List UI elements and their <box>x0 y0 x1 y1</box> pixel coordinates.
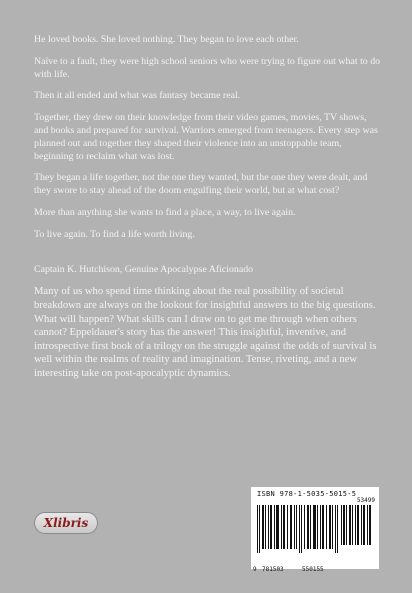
barcode-lead-digit: 9 <box>253 566 257 573</box>
blurb-line-2: Naïve to a fault, they were high school seniors who were trying to figure out what to do with life. <box>34 55 381 80</box>
back-cover-text <box>34 34 382 381</box>
blurb-line-5: They began a life together, not the one they wanted, but the one they were dealt, and they swore to stay ahead of the doom engulfing their world, but at what cost? <box>34 172 368 197</box>
publisher-logo <box>34 512 98 534</box>
publisher-logo-text: Xlibris <box>43 516 89 530</box>
review-attribution: Captain K. Hutchison, Genuine Apocalypse Aficionado <box>34 263 254 275</box>
blurb-line-6: More than anything she wants to find a place, a way, to live again. <box>34 206 296 218</box>
isbn-label: ISBN 978-1-5035-5015-5 <box>257 490 357 498</box>
blurb-line-4: Together, they drew on their knowledge from their video games, movies, TV shows, and books and prepared for survival. Warriors emerged from teenagers. Every step was planned out and together they shaped their violence into an unstoppable team, beginning to reclaim what was lost. <box>34 112 378 162</box>
barcode-right-digits: 550155 <box>302 566 324 573</box>
review-text: Many of us who spend time thinking about the real possibility of societal breakdown are always on the lookout for insightful answers to the big questions. What will happen? What skills can I draw on to get me through when others cannot? Eppeldauer's story has the answer! This insightful, inventive, and introspective first book of a trilogy on the struggle against the odds of survival is well within the realms of reality and imagination. Tense, riveting, and a new interesting take on post-apocalyptic dynamics. <box>34 286 377 379</box>
barcode-left-digits: 781503 <box>262 566 284 573</box>
isbn-barcode <box>251 487 379 573</box>
blurb-line-7: To live again. To find a life worth living. <box>34 228 195 240</box>
barcode-bars <box>255 505 375 557</box>
blurb-line-1: He loved books. She loved nothing. They began to love each other. <box>34 34 299 45</box>
blurb-line-3: Then it all ended and what was fantasy became real. <box>34 90 241 102</box>
barcode-addon-number: 53499 <box>356 497 375 504</box>
